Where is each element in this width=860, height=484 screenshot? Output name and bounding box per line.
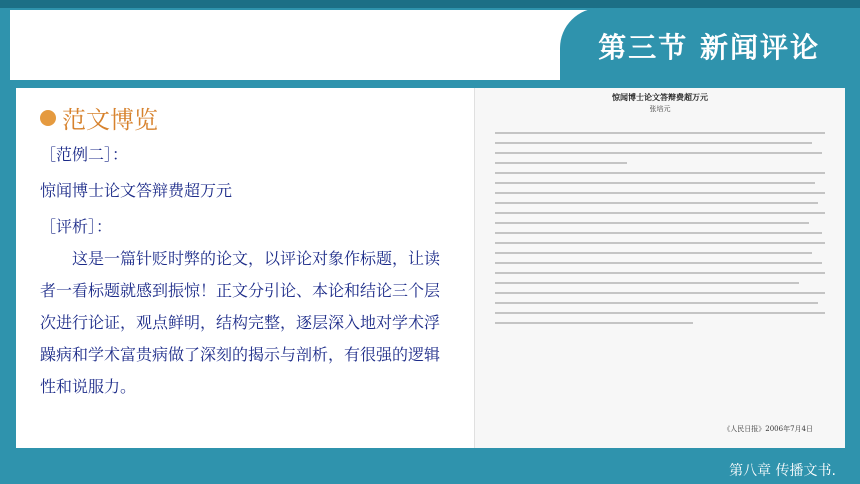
heading xyxy=(40,100,440,135)
comment-label: ［评析］： xyxy=(40,217,113,236)
bullet-dot-icon xyxy=(40,110,56,126)
frame-left xyxy=(0,88,16,484)
left-panel xyxy=(40,100,440,403)
doc-source: 《人民日报》2006年7月4日 xyxy=(723,425,813,433)
section-title: 第三节 新闻评论 xyxy=(598,31,820,64)
example-title: 惊闻博士论文答辩费超万元 xyxy=(40,181,233,200)
frame-right xyxy=(844,88,860,484)
document-image xyxy=(474,88,845,448)
header-stripe xyxy=(0,0,860,8)
doc-body xyxy=(475,114,845,324)
doc-title: 惊闻博士论文答辩费超万元 xyxy=(612,92,708,102)
example-label: ［范例二］： xyxy=(40,145,129,164)
comment-text: 这是一篇针贬时弊的论文，以评论对象作标题，让读者一看标题就感到振惊！正文分引论、本论和结论三个层次进行论证，观点鲜明，结构完整，逐层深入地对学术浮躁病和学术富贵病做了深刻的揭示与剖析，有很强的逻辑性和说服力。 xyxy=(40,249,441,396)
doc-author: 张培元 xyxy=(649,105,671,113)
heading-text: 范文博览 xyxy=(62,106,158,134)
footer-chapter: 第八章 传播文书. xyxy=(729,463,836,479)
